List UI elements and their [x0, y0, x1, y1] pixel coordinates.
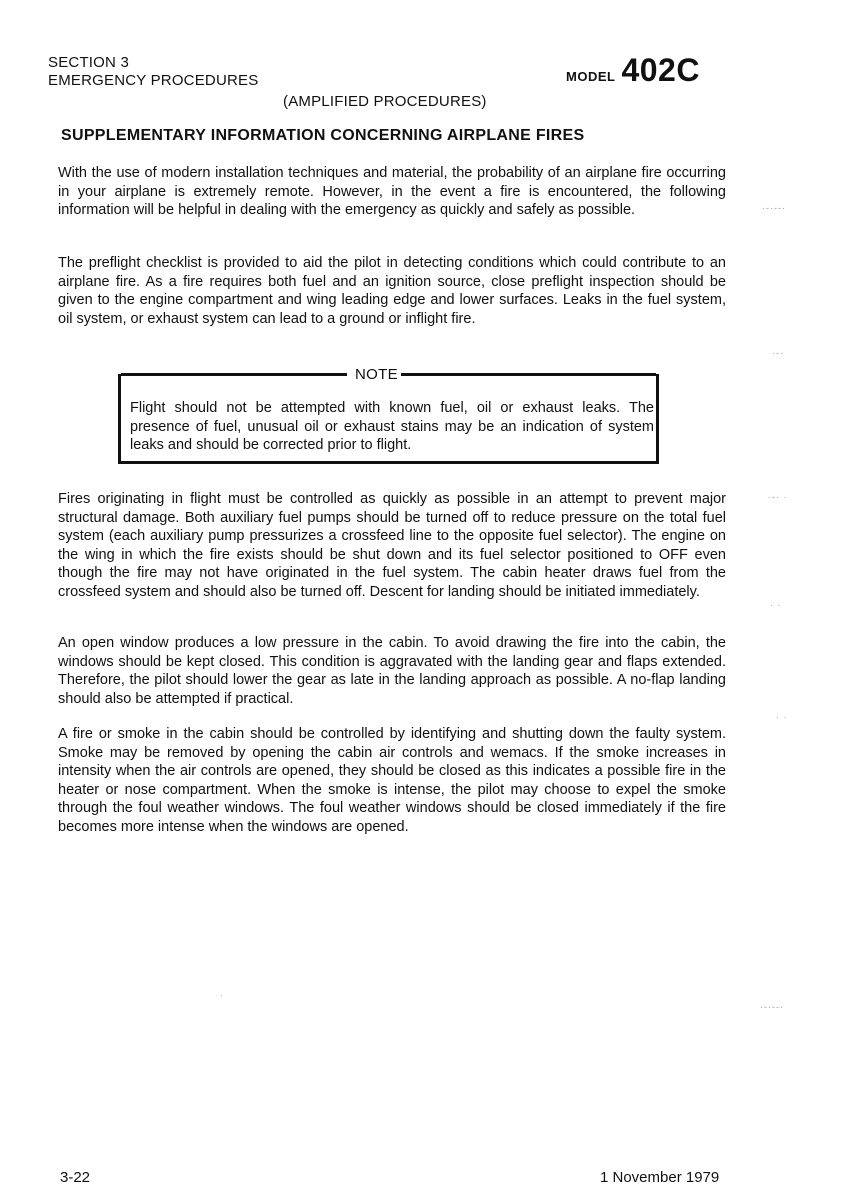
note-text: Flight should not be attempted with known fuel, oil or exhaust leaks. The presence of fuel, unusual oil or exhaust stains may be an indication of system leaks and should be corrected prior to flight. — [130, 400, 654, 453]
paragraph-3: Fires originating in flight must be controlled as quickly as possible in an attempt to prevent major structural damage. Both auxiliary fuel pumps should be turned off to reduce pressure on the total fuel system (each auxiliary pump pressurizes a crossfeed line to the opposite fuel selector). The engine on the wing in which the fire exists should be shut down and its fuel selector positioned to OFF even though the fire may not have originated in the fuel system. The cabin heater draws fuel from the crossfeed system and should also be turned off. Descent for landing should be initiated immediately. — [58, 491, 726, 600]
section-title: EMERGENCY PROCEDURES — [48, 72, 259, 89]
page-number: 3-22 — [60, 1169, 91, 1186]
section-number: SECTION 3 — [48, 54, 129, 71]
scan-speck: · · — [776, 712, 788, 722]
model-label: MODEL — [566, 69, 616, 84]
note-title: NOTE — [355, 366, 398, 383]
paragraph-5: A fire or smoke in the cabin should be controlled by identifying and shutting down the faulty system. Smoke may be removed by opening the cabin air controls and wemacs. If the smoke increases in intensity when the air controls are opened, they should be closed as this indicates a possible fire in the heater or nose compartment. When the smoke is intense, the pilot may choose to expel the smoke through the foul weather windows. The foul weather windows should be closed immediately if the fire becomes more intense when the windows are opened. — [58, 726, 726, 835]
paragraph-2: The preflight checklist is provided to aid the pilot in detecting conditions which could contribute to an airplane fire. As a fire requires both fuel and an ignition source, close preflight inspection should be given to the engine compartment and wing leading edge and lower surfaces. Leaks in the fuel system, oil system, or exhaust system can lead to a ground or inflight fire. — [58, 255, 726, 327]
model-designation — [566, 52, 700, 89]
scan-speck: · — [220, 990, 224, 1000]
page-title: SUPPLEMENTARY INFORMATION CONCERNING AIRPLANE FIRES — [61, 127, 585, 144]
scan-speck: ·-· · — [768, 492, 788, 502]
model-number: 402C — [621, 52, 700, 88]
page-subtitle: (AMPLIFIED PROCEDURES) — [283, 93, 487, 110]
scan-speck: ·-· — [772, 348, 784, 358]
note-rule-right — [401, 373, 656, 376]
revision-date: 1 November 1979 — [600, 1169, 720, 1186]
note-box — [118, 366, 659, 464]
paragraph-1: With the use of modern installation techniques and material, the probability of an airplane fire occurring in your airplane is extremely remote. However, in the event a fire is encountered, the following information will be helpful in dealing with the emergency as quickly and safely as possible. — [58, 165, 726, 218]
note-rule-left — [121, 373, 347, 376]
scan-speck: ·-·--· — [760, 1002, 784, 1012]
scan-speck: · · — [770, 600, 782, 610]
paragraph-4: An open window produces a low pressure in the cabin. To avoid drawing the fire into the cabin, the windows should be kept closed. This condition is aggravated with the landing gear and flaps extended. Therefore, the pilot should lower the gear as late in the landing approach as possible. A no-flap landing should also be attempted if practical. — [58, 635, 726, 707]
scan-speck: ·-·--· — [762, 203, 786, 213]
